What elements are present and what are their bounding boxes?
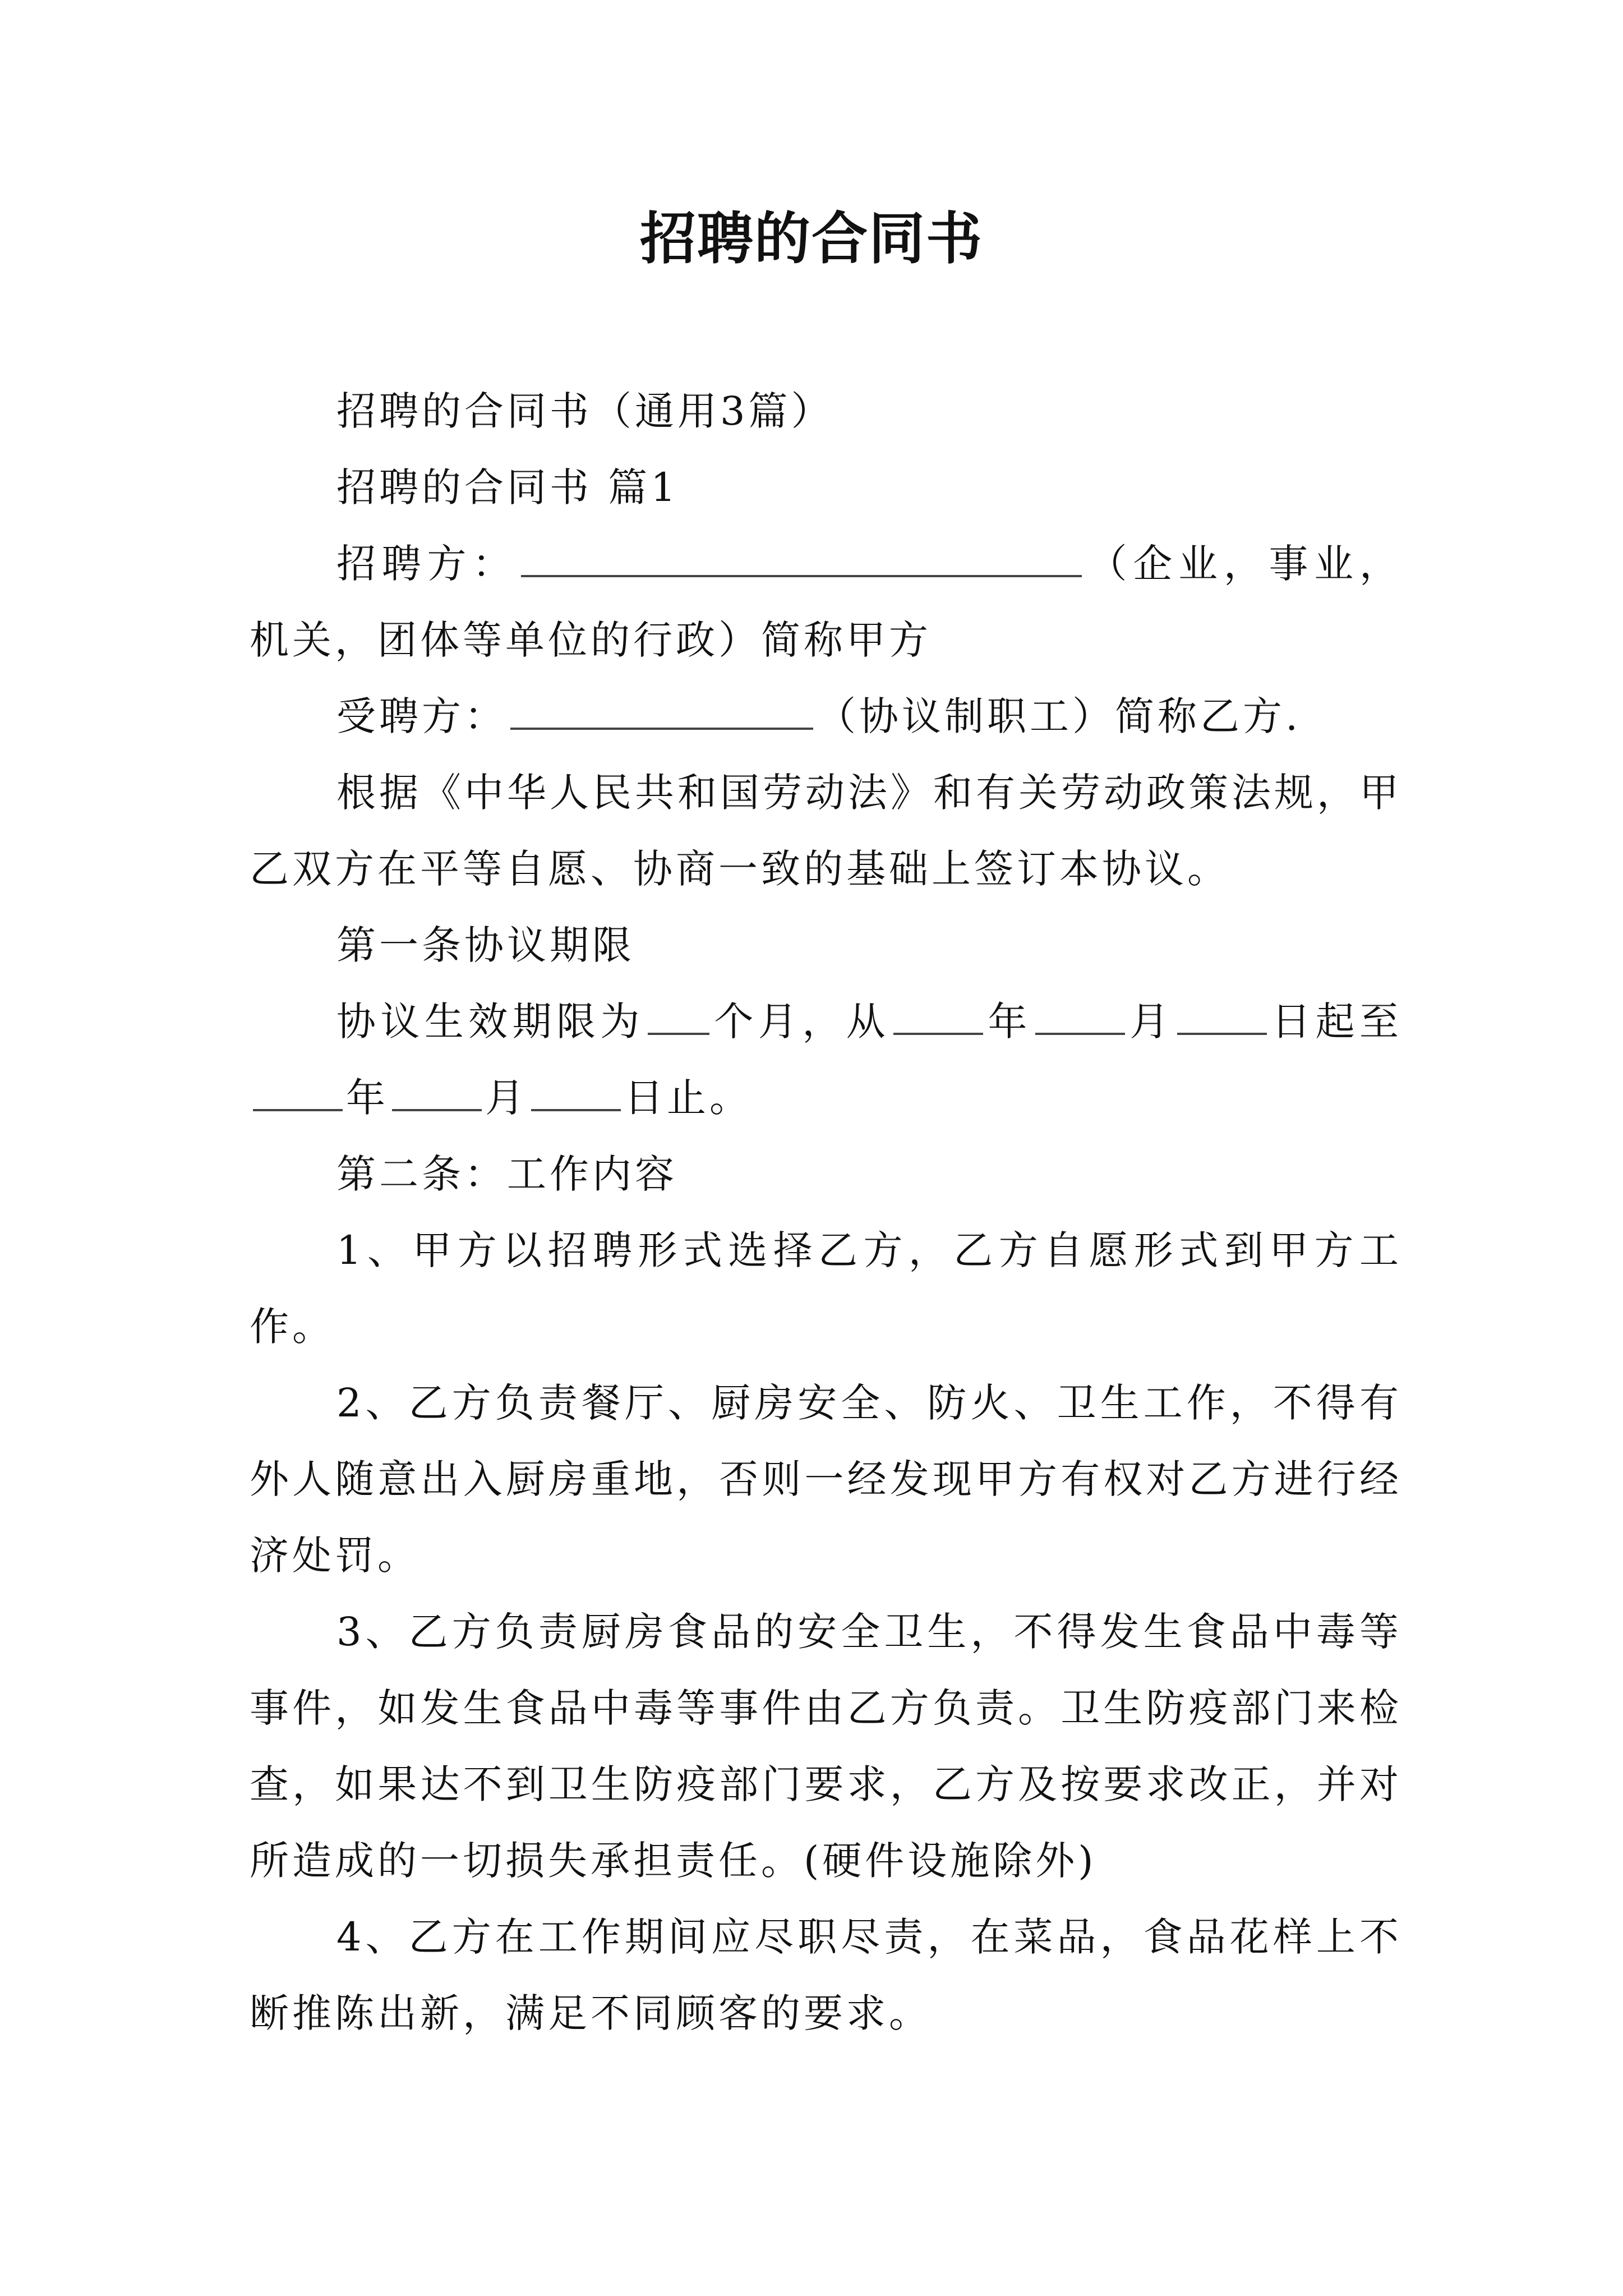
term-text-f: 年 bbox=[346, 1075, 389, 1121]
paragraph-employer bbox=[250, 526, 1402, 678]
paragraph-clause-3: 3、乙方负责厨房食品的安全卫生，不得发生食品中毒等事件，如发生食品中毒等事件由乙方负责。卫生防疫部门来检查，如果达不到卫生防疫部门要求，乙方及按要求改正，并对所造成的一切损失承担责任。(硬件设施除外) bbox=[250, 1609, 1402, 1884]
end-month-blank bbox=[392, 1072, 482, 1111]
end-day-blank bbox=[531, 1072, 621, 1111]
employee-label: 受聘方： bbox=[336, 693, 507, 739]
paragraph-section-heading: 招聘的合同书 篇1 bbox=[336, 464, 679, 510]
document-body bbox=[250, 373, 1402, 2051]
employee-blank bbox=[510, 691, 813, 730]
end-year-blank bbox=[253, 1072, 343, 1111]
term-text-b: 个月，从 bbox=[712, 999, 891, 1045]
start-month-blank bbox=[1035, 996, 1125, 1035]
employee-description: （协议制职工）简称乙方. bbox=[817, 693, 1302, 739]
term-text-d: 月 bbox=[1128, 999, 1174, 1045]
paragraph-employee bbox=[250, 678, 1402, 754]
term-text-a: 协议生效期限为 bbox=[336, 999, 644, 1045]
term-text-g: 月 bbox=[485, 1075, 528, 1121]
paragraph-article-1-heading: 第一条协议期限 bbox=[336, 922, 635, 968]
employer-blank bbox=[521, 538, 1082, 577]
paragraph-clause-1: 1、甲方以招聘形式选择乙方，乙方自愿形式到甲方工作。 bbox=[250, 1227, 1402, 1350]
start-year-blank bbox=[893, 996, 983, 1035]
paragraph-basis: 根据《中华人民共和国劳动法》和有关劳动政策法规，甲乙双方在平等自愿、协商一致的基础上签订本协议。 bbox=[250, 770, 1402, 892]
term-text-c: 年 bbox=[986, 999, 1032, 1045]
term-text-e: 日起至 bbox=[1270, 999, 1403, 1045]
months-blank bbox=[648, 996, 709, 1035]
employer-description: （企业，事业，机关，团体等单位的行政）简称甲方 bbox=[250, 541, 1403, 663]
paragraph-clause-4: 4、乙方在工作期间应尽职尽责，在菜品，食品花样上不断推陈出新，满足不同顾客的要求。 bbox=[250, 1914, 1402, 2036]
employer-label: 招聘方： bbox=[336, 541, 518, 587]
start-day-blank bbox=[1177, 996, 1267, 1035]
paragraph-term bbox=[250, 983, 1402, 1136]
paragraph-article-2-heading: 第二条：工作内容 bbox=[336, 1151, 677, 1197]
term-text-h: 日止。 bbox=[624, 1075, 752, 1121]
document-title: 招聘的合同书 bbox=[640, 205, 983, 272]
paragraph-subtitle: 招聘的合同书（通用3篇） bbox=[336, 388, 834, 434]
paragraph-clause-2: 2、乙方负责餐厅、厨房安全、防火、卫生工作，不得有外人随意出入厨房重地，否则一经发现甲方有权对乙方进行经济处罚。 bbox=[250, 1380, 1402, 1579]
